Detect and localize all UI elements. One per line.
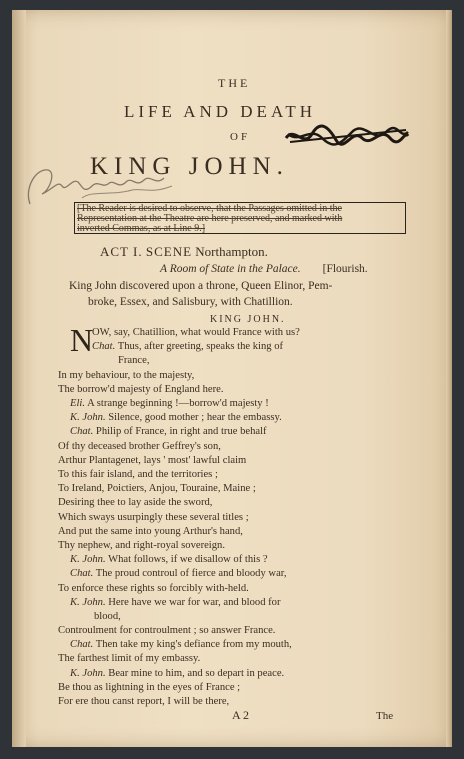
- page-edge: [446, 10, 452, 747]
- verse-text: For ere thou canst report, I will be there,: [58, 696, 230, 707]
- verse-text: To Ireland, Poictiers, Anjou, Touraine, Maine ;: [58, 483, 256, 495]
- speaker-name: Chat.: [92, 341, 116, 353]
- verse-text: To this fair island, and the territories ;: [58, 468, 218, 480]
- speaker-name: K. John.: [70, 596, 106, 608]
- verse-line: [58, 469, 218, 480]
- verse-text: The proud controul of fierce and bloody war,: [95, 568, 287, 580]
- verse-line: [70, 668, 284, 679]
- reader-note-line: [The Reader is desired to observe, that the Passages omitted in the: [77, 203, 342, 214]
- verse-text: Then take my king's defiance from my mouth,: [95, 639, 292, 651]
- speaker-name: Chat.: [70, 426, 94, 438]
- scene-label: SCENE: [145, 244, 193, 259]
- verse-text: Be thou as lightning in the eyes of France ;: [58, 681, 241, 693]
- verse-text: France,: [118, 355, 150, 367]
- verse-line: [58, 696, 229, 707]
- verse-text: Thy nephew, and right-royal sovereign.: [58, 539, 225, 551]
- title-king-john: KING JOHN.: [90, 153, 289, 180]
- scene-description: [160, 263, 368, 275]
- verse-text: Desiring thee to lay aside the sword,: [58, 497, 213, 509]
- verse-text: Which sways usurpingly these several titles ;: [58, 511, 249, 523]
- verse-line: [58, 526, 243, 537]
- title-of: OF: [230, 131, 251, 143]
- verse-text: To enforce these rights so forcibly with-held.: [58, 582, 249, 594]
- act-heading: [100, 244, 268, 260]
- verse-line: [70, 398, 269, 409]
- verse-line: [58, 483, 256, 494]
- verse-line: [58, 540, 225, 551]
- speaker-name: Chat.: [70, 568, 94, 580]
- verse-text: In my behaviour, to the majesty,: [58, 369, 195, 381]
- speaker-name: K. John.: [70, 554, 106, 566]
- speaker-name: Eli.: [70, 398, 86, 409]
- verse-text: And put the same into young Arthur's hand,: [58, 525, 243, 537]
- verse-line: [58, 370, 194, 381]
- verse-text: Silence, good mother ; hear the embassy.: [108, 412, 282, 424]
- flourish-direction: [Flourish.: [322, 263, 368, 275]
- drop-cap: N: [70, 322, 94, 358]
- verse-line: [70, 639, 292, 650]
- verse-text: blood,: [94, 610, 121, 622]
- discovery-line: King John discovered upon a throne, Queen Elinor, Pem-: [69, 280, 333, 292]
- act-label: ACT I.: [100, 244, 143, 259]
- verse-line: [70, 597, 281, 608]
- verse-line: [92, 341, 283, 352]
- reader-note-box: [74, 202, 406, 234]
- verse-text: What follows, if we disallow of this ?: [108, 554, 268, 566]
- verse-text: The farthest limit of my embassy.: [58, 653, 201, 665]
- verse-line: [58, 583, 249, 594]
- verse-line: [70, 554, 268, 565]
- room-text: A Room of State in the Palace.: [160, 263, 301, 275]
- verse-line: [70, 412, 282, 423]
- ink-scribble-icon: [282, 122, 412, 150]
- verse-line: [58, 455, 246, 466]
- verse-text: Thus, after greeting, speaks the king of: [117, 341, 284, 353]
- catchword: The: [376, 710, 394, 722]
- verse-text: Controulment for controulment ; so answer France.: [58, 625, 276, 636]
- page-gutter: [12, 10, 26, 747]
- reader-note-line: Representation at the Theatre are here preserved, and marked with: [77, 213, 343, 224]
- verse-text: Here have we war for war, and blood for: [108, 596, 281, 608]
- verse-line: [58, 653, 200, 664]
- verse-text: Bear mine to him, and so depart in peace.: [108, 667, 285, 679]
- discovery-line: broke, Essex, and Salisbury, with Chatillion.: [88, 296, 293, 308]
- reader-note-line: inverted Commas, as at Line 9.]: [77, 223, 206, 234]
- verse-line: [70, 568, 287, 579]
- verse-text: Philip of France, in right and true behalf: [95, 426, 267, 438]
- verse-line: [58, 441, 221, 452]
- verse-text: Of thy deceased brother Geffrey's son,: [58, 440, 221, 452]
- verse-line: [58, 682, 240, 693]
- title-the: THE: [218, 76, 251, 90]
- speaker-name: K. John.: [70, 412, 106, 424]
- verse-line: [58, 625, 275, 636]
- speaker-name: K. John.: [70, 667, 106, 679]
- verse-line: [58, 384, 223, 395]
- speaker-name: Chat.: [70, 639, 94, 651]
- verse-text: The borrow'd majesty of England here.: [58, 383, 224, 395]
- verse-line: [58, 512, 249, 523]
- book-page: [12, 10, 452, 747]
- verse-text: OW, say, Chatillion, what would France with us?: [92, 327, 300, 338]
- verse-text: A strange beginning !—borrow'd majesty !: [87, 398, 269, 409]
- scene-place: Northampton.: [195, 244, 268, 259]
- verse-text: Arthur Plantagenet, lays ' most' lawful claim: [58, 454, 247, 466]
- title-life-and-death: LIFE AND DEATH: [124, 102, 316, 121]
- verse-line: [92, 327, 300, 338]
- verse-line: [94, 611, 121, 622]
- verse-line: [70, 426, 267, 437]
- verse-line: [118, 355, 149, 366]
- first-speaker: KING JOHN.: [210, 314, 286, 325]
- signature-mark: A 2: [232, 708, 250, 722]
- verse-line: [58, 497, 212, 508]
